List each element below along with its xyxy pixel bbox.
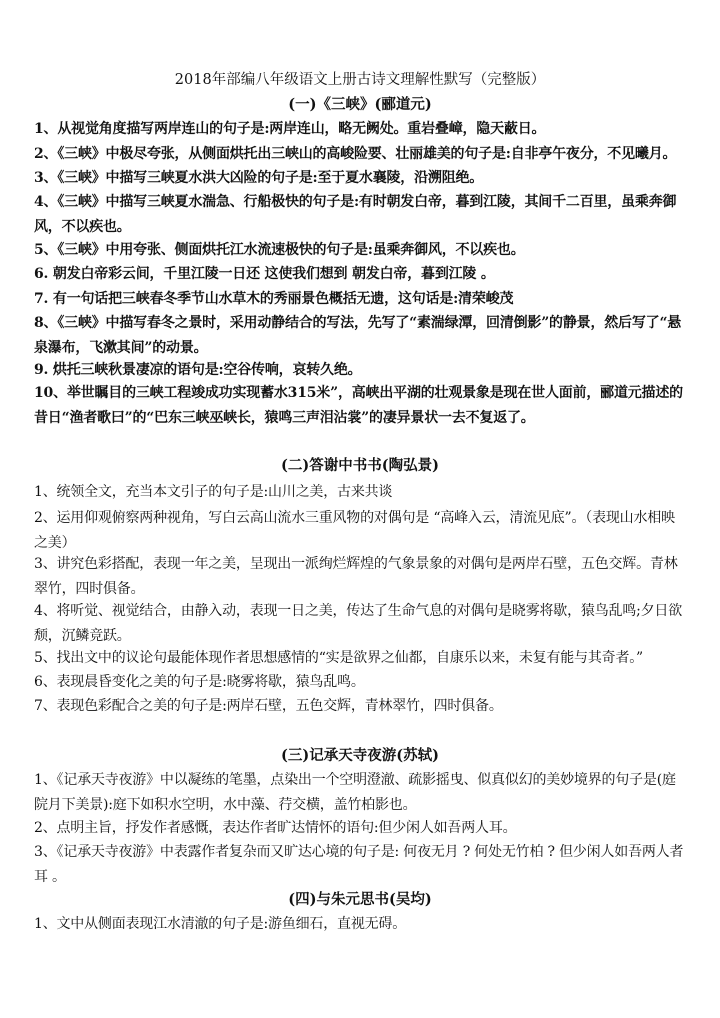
sanxia-item-4: 4、《三峡》中描写三峡夏水湍急、行船极快的句子是:有时朝发白帝，暮到江陵，其间千二百里，虽乘奔御风，不以疾也。	[34, 194, 677, 235]
section-title-zhuyuansi: (四)与朱元思书(吴均)	[288, 891, 432, 908]
daxie-item-3: 3、讲究色彩搭配，表现一年之美，呈现出一派绚烂辉煌的气象景象的对偶句是两岸石壁，五色交辉。青林翠竹，四时俱备。	[34, 556, 678, 597]
daxie-item-6: 6、表现晨昏变化之美的句子是:晓雾将歇，猿鸟乱鸣。	[34, 674, 365, 690]
document-title: 2018年部编八年级语文上册古诗文理解性默写（完整版）	[174, 72, 546, 88]
daxie-item-2: 2、运用仰观俯察两种视角，写白云高山流水三重风物的对偶句是 “高峰入云，清流见底”。（表现山水相映之美）	[34, 510, 675, 551]
sanxia-item-6: 6. 朝发白帝彩云间，千里江陵一日还 这使我们想到 朝发白帝，暮到江陵 。	[34, 266, 495, 282]
sanxia-item-8: 8、《三峡》中描写春冬之景时，采用动静结合的写法，先写了“素湍绿潭，回清倒影”的静景，然后写了“悬泉瀑布，飞漱其间”的动景。	[34, 315, 682, 356]
sanxia-item-3: 3、《三峡》中描写三峡夏水洪大凶险的句子是:至于夏水襄陵，沿溯阻绝。	[34, 170, 484, 186]
sanxia-item-10: 10、举世瞩目的三峡工程竣成功实现蓄水315米”，高峡出平湖的壮观景象是现在世人面前，郦道元描述的昔日“渔者歌曰”的“巴东三峡巫峡长，猿鸣三声泪沾裳”的凄异景状一去不复返了。	[34, 385, 683, 426]
section-title-daxie: (二)答谢中书书(陶弘景)	[281, 457, 439, 474]
daxie-item-1: 1、统领全文，充当本文引子的句子是:山川之美，古来共谈	[34, 484, 393, 500]
sanxia-item-9: 9. 烘托三峡秋景凄凉的语句是:空谷传响，哀转久绝。	[34, 362, 362, 378]
section-title-sanxia: (一)《三峡》(郦道元)	[288, 96, 432, 113]
sanxia-item-5: 5、《三峡》中用夸张、侧面烘托江水流速极快的句子是:虽乘奔御风，不以疾也。	[34, 242, 525, 258]
zhuyuansi-item-1: 1、文中从侧面表现江水清澈的句子是:游鱼细石，直视无碍。	[34, 916, 407, 932]
sanxia-item-2: 2、《三峡》中极尽夸张，从侧面烘托出三峡山的高峻险要、壮丽雄美的句子是:自非亭午夜分，不见曦月。	[34, 146, 677, 162]
daxie-item-4: 4、将听觉、视觉结合，由静入动，表现一日之美，传达了生命气息的对偶句是晓雾将歇，猿鸟乱鸣;夕日欲颓，沉鳞竞跃。	[34, 603, 683, 644]
daxie-item-7: 7、表现色彩配合之美的句子是:两岸石壁，五色交辉，青林翠竹，四时俱备。	[34, 698, 503, 714]
section-title-chengtiansi: (三)记承天寺夜游(苏轼)	[281, 747, 439, 764]
chengtiansi-item-2: 2、点明主旨，抒发作者感慨，表达作者旷达情怀的语句:但少闲人如吾两人耳。	[34, 820, 517, 836]
sanxia-item-7: 7. 有一句话把三峡春冬季节山水草木的秀丽景色概括无遗，这句话是:清荣峻茂	[34, 291, 514, 307]
sanxia-item-1: 1、从视觉角度描写两岸连山的句子是:两岸连山，略无阙处。重岩叠嶂，隐天蔽日。	[34, 121, 546, 137]
daxie-item-5: 5、找出文中的议论句最能体现作者思想感情的“实是欲界之仙都，自康乐以来，未复有能与其奇者。”	[34, 650, 644, 666]
chengtiansi-item-1: 1、《记承天寺夜游》中以凝练的笔墨，点染出一个空明澄澈、疏影摇曳、似真似幻的美妙境界的句子是(庭院月下美景):庭下如积水空明，水中藻、荇交横，盖竹柏影也。	[34, 772, 676, 813]
chengtiansi-item-3: 3、《记承天寺夜游》中表露作者复杂而又旷达心境的句子是: 何夜无月 ? 何处无竹柏 ? 但少闲人如吾两人者耳 。	[34, 844, 684, 885]
